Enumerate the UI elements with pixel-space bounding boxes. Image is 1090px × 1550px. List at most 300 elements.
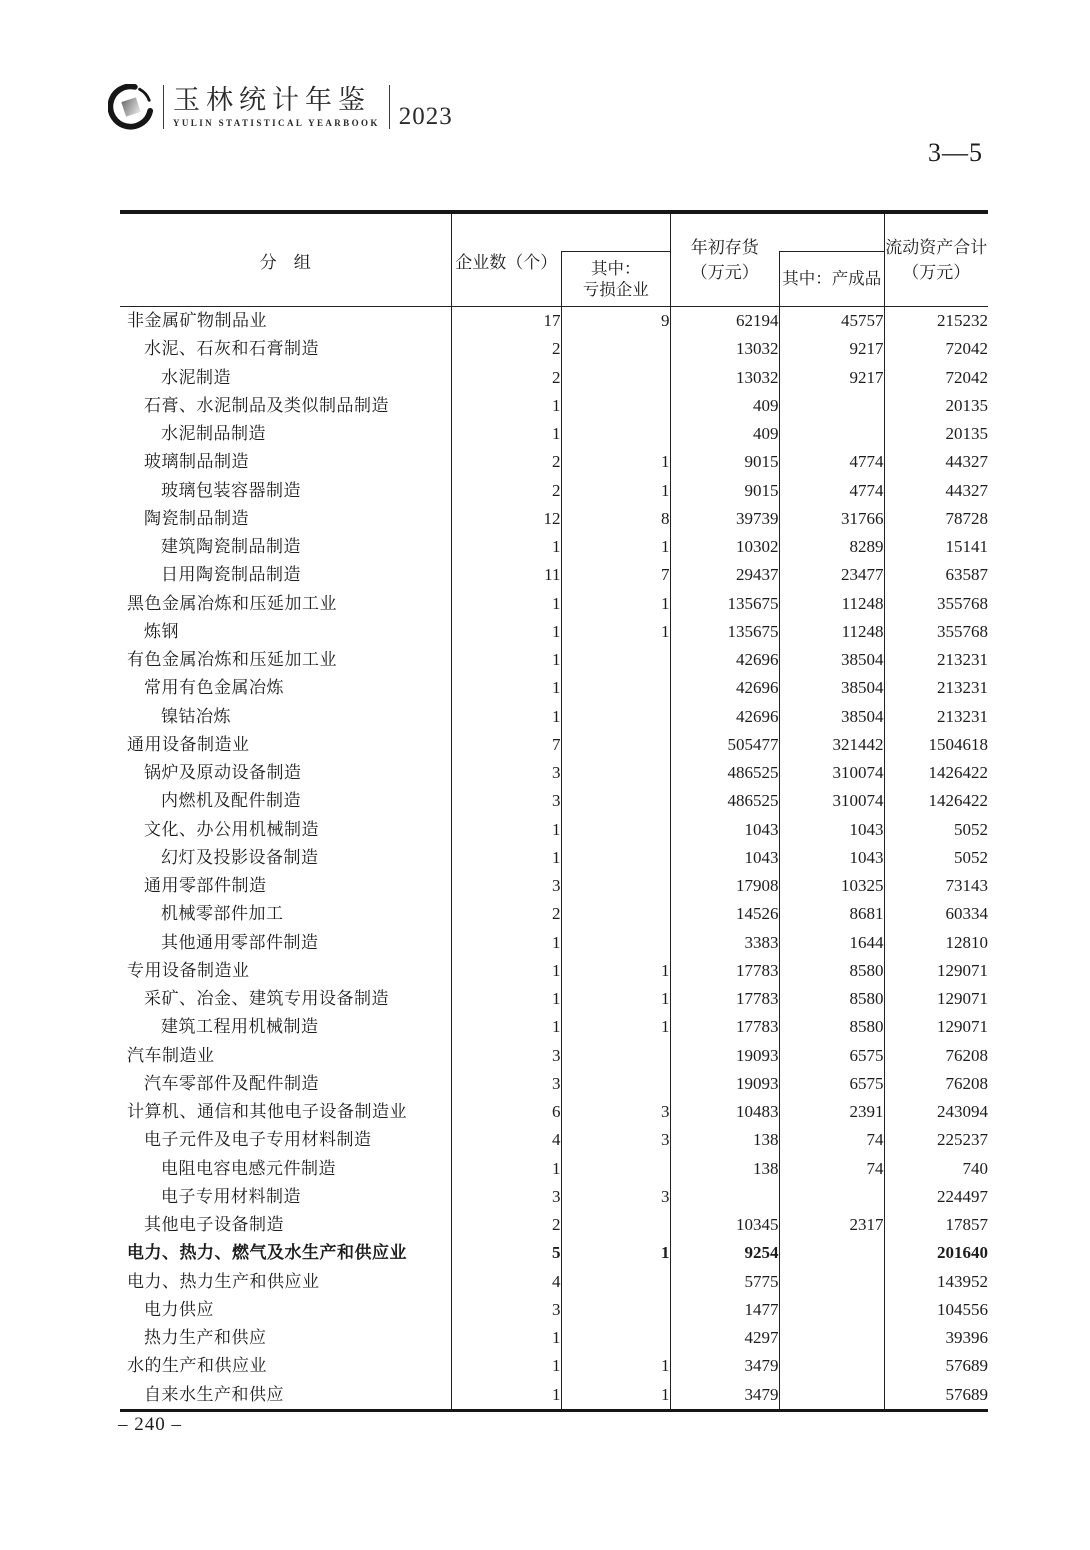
cell-current-assets: 20135 xyxy=(884,420,988,448)
col-header-inventory xyxy=(670,212,779,307)
row-label: 计算机、通信和其他电子设备制造业 xyxy=(127,1102,407,1121)
cell-enterprises: 12 xyxy=(451,505,561,533)
table-row xyxy=(120,1381,988,1411)
cell-loss-enterprises: 1 xyxy=(561,1239,670,1267)
cell-current-assets: 129071 xyxy=(884,985,988,1013)
cell-finished-products xyxy=(779,1183,884,1211)
cell-enterprises: 1 xyxy=(451,1013,561,1041)
cell-finished-products xyxy=(779,1268,884,1296)
row-label: 电阻电容电感元件制造 xyxy=(161,1158,336,1178)
cell-enterprises: 4 xyxy=(451,1126,561,1154)
cell-current-assets: 76208 xyxy=(884,1042,988,1070)
cell-inventory: 9015 xyxy=(670,477,779,505)
cell-loss-enterprises xyxy=(561,929,670,957)
cell-loss-enterprises xyxy=(561,335,670,363)
cell-finished-products: 45757 xyxy=(779,307,884,336)
cell-loss-enterprises: 1 xyxy=(561,590,670,618)
cell-finished-products xyxy=(779,1352,884,1380)
cell-finished-products: 8681 xyxy=(779,900,884,928)
row-label: 锅炉及原动设备制造 xyxy=(144,763,302,782)
table-row xyxy=(120,561,988,589)
cell-inventory: 17783 xyxy=(670,1013,779,1041)
row-label: 镍钴冶炼 xyxy=(161,706,231,726)
cell-finished-products xyxy=(779,1239,884,1267)
cell-enterprises: 17 xyxy=(451,307,561,336)
row-label: 建筑陶瓷制品制造 xyxy=(161,537,301,556)
cell-inventory: 486525 xyxy=(670,787,779,815)
cell-inventory: 1043 xyxy=(670,816,779,844)
cell-finished-products: 8289 xyxy=(779,533,884,561)
table-row xyxy=(120,787,988,815)
table-row xyxy=(120,844,988,872)
table-row xyxy=(120,307,988,336)
row-label: 专用设备制造业 xyxy=(127,960,250,980)
table-body xyxy=(120,307,988,1411)
row-label: 日用陶瓷制品制造 xyxy=(161,565,301,585)
table-row xyxy=(120,759,988,787)
cell-current-assets: 60334 xyxy=(884,900,988,928)
cell-finished-products xyxy=(779,420,884,448)
cell-inventory: 10302 xyxy=(670,533,779,561)
cell-loss-enterprises: 9 xyxy=(561,307,670,336)
table-row xyxy=(120,1296,988,1324)
cell-inventory: 14526 xyxy=(670,900,779,928)
table-row xyxy=(120,900,988,928)
cell-enterprises: 2 xyxy=(451,477,561,505)
cell-inventory: 1477 xyxy=(670,1296,779,1324)
table-row xyxy=(120,1155,988,1183)
table-row xyxy=(120,1013,988,1041)
cell-finished-products xyxy=(779,1381,884,1411)
cell-loss-enterprises xyxy=(561,1211,670,1239)
yearbook-header xyxy=(108,82,453,132)
cell-current-assets: 76208 xyxy=(884,1070,988,1098)
cell-current-assets: 57689 xyxy=(884,1381,988,1411)
table-row xyxy=(120,477,988,505)
row-label: 炼钢 xyxy=(144,621,179,641)
cell-loss-enterprises: 3 xyxy=(561,1126,670,1154)
cell-inventory: 138 xyxy=(670,1126,779,1154)
cell-finished-products: 4774 xyxy=(779,477,884,505)
cell-enterprises: 1 xyxy=(451,844,561,872)
row-label: 有色金属冶炼和压延加工业 xyxy=(127,650,337,669)
cell-inventory: 3479 xyxy=(670,1352,779,1380)
row-label: 陶瓷制品制造 xyxy=(144,508,249,528)
table-row xyxy=(120,1268,988,1296)
cell-enterprises: 1 xyxy=(451,929,561,957)
cell-loss-enterprises: 1 xyxy=(561,533,670,561)
cell-finished-products: 10325 xyxy=(779,872,884,900)
cell-finished-products: 310074 xyxy=(779,787,884,815)
cell-loss-enterprises: 8 xyxy=(561,505,670,533)
cell-loss-enterprises: 1 xyxy=(561,957,670,985)
cell-current-assets: 143952 xyxy=(884,1268,988,1296)
cell-current-assets: 5052 xyxy=(884,816,988,844)
cell-inventory: 42696 xyxy=(670,646,779,674)
cell-finished-products: 8580 xyxy=(779,1013,884,1041)
cell-current-assets: 213231 xyxy=(884,674,988,702)
table-row xyxy=(120,985,988,1013)
brand-titles xyxy=(173,86,380,129)
cell-finished-products: 2317 xyxy=(779,1211,884,1239)
table-row xyxy=(120,703,988,731)
cell-loss-enterprises: 1 xyxy=(561,448,670,476)
cell-finished-products: 1043 xyxy=(779,844,884,872)
cell-finished-products: 4774 xyxy=(779,448,884,476)
row-label: 电子元件及电子专用材料制造 xyxy=(144,1130,372,1150)
cell-finished-products: 38504 xyxy=(779,703,884,731)
cell-loss-enterprises xyxy=(561,1296,670,1324)
brand-divider xyxy=(389,85,390,129)
row-label: 文化、办公用机械制造 xyxy=(144,819,319,839)
cell-enterprises: 1 xyxy=(451,533,561,561)
cell-loss-enterprises: 1 xyxy=(561,1352,670,1380)
assets-header-line2: （万元） xyxy=(902,263,971,282)
col-header-enterprises xyxy=(451,212,561,307)
table-row xyxy=(120,392,988,420)
cell-loss-enterprises xyxy=(561,646,670,674)
table-row xyxy=(120,872,988,900)
cell-inventory: 19093 xyxy=(670,1070,779,1098)
table-row xyxy=(120,335,988,363)
cell-loss-enterprises xyxy=(561,1042,670,1070)
table-row xyxy=(120,816,988,844)
row-label: 电力、热力、燃气及水生产和供应业 xyxy=(127,1243,407,1263)
row-label: 水泥制品制造 xyxy=(161,424,266,443)
row-label: 内燃机及配件制造 xyxy=(161,791,301,811)
cell-inventory: 3383 xyxy=(670,929,779,957)
row-label: 热力生产和供应 xyxy=(144,1328,267,1347)
cell-enterprises: 3 xyxy=(451,872,561,900)
cell-finished-products: 11248 xyxy=(779,590,884,618)
cell-current-assets: 73143 xyxy=(884,872,988,900)
cell-loss-enterprises xyxy=(561,1268,670,1296)
cell-enterprises: 3 xyxy=(451,1183,561,1211)
cell-current-assets: 1504618 xyxy=(884,731,988,759)
cell-finished-products: 31766 xyxy=(779,505,884,533)
cell-enterprises: 1 xyxy=(451,674,561,702)
table-row xyxy=(120,929,988,957)
cell-enterprises: 1 xyxy=(451,646,561,674)
col-header-current-assets xyxy=(884,212,988,307)
cell-finished-products: 2391 xyxy=(779,1098,884,1126)
cell-inventory: 10483 xyxy=(670,1098,779,1126)
cell-enterprises: 1 xyxy=(451,985,561,1013)
cell-enterprises: 1 xyxy=(451,1155,561,1183)
finished-subheader-label: 其中：产成品 xyxy=(782,269,882,289)
cell-inventory: 17783 xyxy=(670,957,779,985)
cell-inventory: 9254 xyxy=(670,1239,779,1267)
table-row xyxy=(120,646,988,674)
cell-loss-enterprises xyxy=(561,364,670,392)
cell-inventory: 135675 xyxy=(670,590,779,618)
cell-finished-products: 38504 xyxy=(779,674,884,702)
cell-current-assets: 1426422 xyxy=(884,787,988,815)
cell-inventory: 3479 xyxy=(670,1381,779,1411)
cell-enterprises: 2 xyxy=(451,448,561,476)
cell-current-assets: 213231 xyxy=(884,646,988,674)
row-label: 机械零部件加工 xyxy=(161,904,284,924)
cell-inventory xyxy=(670,1183,779,1211)
cell-enterprises: 1 xyxy=(451,1324,561,1352)
cell-current-assets: 215232 xyxy=(884,307,988,336)
cell-enterprises: 1 xyxy=(451,1352,561,1380)
cell-loss-enterprises xyxy=(561,703,670,731)
row-label: 通用零部件制造 xyxy=(144,876,267,895)
cell-current-assets: 1426422 xyxy=(884,759,988,787)
table-row xyxy=(120,1239,988,1267)
cell-loss-enterprises xyxy=(561,1324,670,1352)
table-row xyxy=(120,1070,988,1098)
cell-finished-products: 1644 xyxy=(779,929,884,957)
cell-inventory: 19093 xyxy=(670,1042,779,1070)
cell-inventory: 13032 xyxy=(670,364,779,392)
cell-finished-products: 11248 xyxy=(779,618,884,646)
row-label: 电力、热力生产和供应业 xyxy=(127,1271,320,1291)
cell-finished-products: 8580 xyxy=(779,957,884,985)
row-label: 自来水生产和供应 xyxy=(144,1384,284,1404)
cell-loss-enterprises xyxy=(561,759,670,787)
table-row xyxy=(120,1098,988,1126)
cell-inventory: 135675 xyxy=(670,618,779,646)
cell-finished-products: 1043 xyxy=(779,816,884,844)
table-row xyxy=(120,618,988,646)
cell-enterprises: 2 xyxy=(451,364,561,392)
cell-loss-enterprises: 1 xyxy=(561,618,670,646)
row-label: 玻璃包装容器制造 xyxy=(161,480,301,500)
cell-enterprises: 2 xyxy=(451,335,561,363)
row-label: 水泥制造 xyxy=(161,367,231,387)
yearbook-title-cn: 玉林统计年鉴 xyxy=(173,84,371,115)
inventory-header-line2: （万元） xyxy=(690,263,759,282)
cell-enterprises: 5 xyxy=(451,1239,561,1267)
cell-current-assets: 129071 xyxy=(884,1013,988,1041)
cell-enterprises: 2 xyxy=(451,900,561,928)
cell-current-assets: 15141 xyxy=(884,533,988,561)
table-row xyxy=(120,1352,988,1380)
cell-loss-enterprises xyxy=(561,420,670,448)
cell-inventory: 409 xyxy=(670,420,779,448)
cell-loss-enterprises xyxy=(561,1070,670,1098)
cell-inventory: 17783 xyxy=(670,985,779,1013)
cell-finished-products xyxy=(779,392,884,420)
cell-inventory: 62194 xyxy=(670,307,779,336)
table-row xyxy=(120,448,988,476)
table-row xyxy=(120,957,988,985)
cell-enterprises: 3 xyxy=(451,759,561,787)
cell-current-assets: 78728 xyxy=(884,505,988,533)
col-header-loss-sub xyxy=(561,212,670,307)
cell-enterprises: 3 xyxy=(451,1070,561,1098)
cell-loss-enterprises: 1 xyxy=(561,1013,670,1041)
cell-current-assets: 63587 xyxy=(884,561,988,589)
yearbook-year: 2023 xyxy=(398,103,453,130)
yearbook-logo-icon xyxy=(108,84,154,130)
cell-inventory: 42696 xyxy=(670,703,779,731)
table-number: 3—5 xyxy=(928,138,983,167)
cell-loss-enterprises xyxy=(561,1155,670,1183)
cell-enterprises: 1 xyxy=(451,703,561,731)
cell-current-assets: 72042 xyxy=(884,335,988,363)
cell-current-assets: 20135 xyxy=(884,392,988,420)
row-label: 采矿、冶金、建筑专用设备制造 xyxy=(144,989,389,1008)
assets-header-line1: 流动资产合计 xyxy=(885,237,988,257)
cell-current-assets: 57689 xyxy=(884,1352,988,1380)
brand-divider xyxy=(163,85,164,129)
row-label: 黑色金属冶炼和压延加工业 xyxy=(127,593,337,613)
loss-subheader-line1: 其中： xyxy=(591,258,641,278)
cell-inventory: 5775 xyxy=(670,1268,779,1296)
cell-loss-enterprises xyxy=(561,844,670,872)
cell-finished-products: 310074 xyxy=(779,759,884,787)
cell-current-assets: 72042 xyxy=(884,364,988,392)
cell-current-assets: 225237 xyxy=(884,1126,988,1154)
cell-finished-products: 74 xyxy=(779,1126,884,1154)
cell-loss-enterprises xyxy=(561,787,670,815)
cell-current-assets: 12810 xyxy=(884,929,988,957)
cell-enterprises: 4 xyxy=(451,1268,561,1296)
row-label: 非金属矿物制品业 xyxy=(127,311,267,330)
cell-loss-enterprises xyxy=(561,872,670,900)
cell-inventory: 10345 xyxy=(670,1211,779,1239)
cell-loss-enterprises xyxy=(561,731,670,759)
col-header-finished-sub xyxy=(779,212,884,307)
row-label: 水泥、石灰和石膏制造 xyxy=(144,339,319,359)
row-label: 玻璃制品制造 xyxy=(144,452,249,472)
cell-finished-products: 38504 xyxy=(779,646,884,674)
cell-inventory: 39739 xyxy=(670,505,779,533)
table-row xyxy=(120,364,988,392)
col-header-group-label: 分 组 xyxy=(259,252,311,272)
cell-current-assets: 129071 xyxy=(884,957,988,985)
cell-loss-enterprises: 3 xyxy=(561,1098,670,1126)
cell-enterprises: 1 xyxy=(451,590,561,618)
cell-inventory: 4297 xyxy=(670,1324,779,1352)
cell-current-assets: 44327 xyxy=(884,477,988,505)
cell-inventory: 1043 xyxy=(670,844,779,872)
row-label: 常用有色金属冶炼 xyxy=(144,678,284,698)
cell-inventory: 486525 xyxy=(670,759,779,787)
row-label: 电力供应 xyxy=(144,1299,214,1319)
row-label: 幻灯及投影设备制造 xyxy=(161,847,319,867)
stats-table xyxy=(120,210,988,1412)
cell-finished-products: 6575 xyxy=(779,1042,884,1070)
cell-loss-enterprises: 1 xyxy=(561,1381,670,1411)
cell-inventory: 9015 xyxy=(670,448,779,476)
cell-current-assets: 224497 xyxy=(884,1183,988,1211)
cell-current-assets: 44327 xyxy=(884,448,988,476)
table-row xyxy=(120,674,988,702)
cell-finished-products: 6575 xyxy=(779,1070,884,1098)
cell-finished-products: 9217 xyxy=(779,364,884,392)
loss-subheader-box xyxy=(561,251,670,306)
cell-finished-products: 8580 xyxy=(779,985,884,1013)
cell-current-assets: 39396 xyxy=(884,1324,988,1352)
yearbook-title-en: YULIN STATISTICAL YEARBOOK xyxy=(173,118,380,129)
cell-enterprises: 1 xyxy=(451,1381,561,1411)
row-label: 电子专用材料制造 xyxy=(161,1186,301,1206)
cell-current-assets: 5052 xyxy=(884,844,988,872)
cell-enterprises: 7 xyxy=(451,731,561,759)
cell-enterprises: 1 xyxy=(451,392,561,420)
row-label: 汽车零部件及配件制造 xyxy=(144,1073,319,1093)
cell-current-assets: 355768 xyxy=(884,590,988,618)
table-row xyxy=(120,1042,988,1070)
cell-loss-enterprises: 3 xyxy=(561,1183,670,1211)
cell-finished-products xyxy=(779,1296,884,1324)
page-number: – 240 – xyxy=(118,1414,182,1435)
cell-current-assets: 740 xyxy=(884,1155,988,1183)
cell-enterprises: 3 xyxy=(451,1296,561,1324)
row-label: 水的生产和供应业 xyxy=(127,1356,267,1376)
cell-loss-enterprises xyxy=(561,900,670,928)
cell-inventory: 17908 xyxy=(670,872,779,900)
row-label: 石膏、水泥制品及类似制品制造 xyxy=(144,395,389,415)
cell-finished-products: 23477 xyxy=(779,561,884,589)
col-header-enterprises-label: 企业数（个） xyxy=(455,252,558,272)
cell-enterprises: 1 xyxy=(451,816,561,844)
cell-enterprises: 6 xyxy=(451,1098,561,1126)
table-row xyxy=(120,1211,988,1239)
table-row xyxy=(120,1324,988,1352)
cell-enterprises: 1 xyxy=(451,420,561,448)
table-row xyxy=(120,590,988,618)
cell-current-assets: 243094 xyxy=(884,1098,988,1126)
cell-finished-products: 9217 xyxy=(779,335,884,363)
table-row xyxy=(120,533,988,561)
cell-current-assets: 201640 xyxy=(884,1239,988,1267)
cell-inventory: 138 xyxy=(670,1155,779,1183)
cell-current-assets: 355768 xyxy=(884,618,988,646)
cell-finished-products: 74 xyxy=(779,1155,884,1183)
cell-loss-enterprises: 1 xyxy=(561,985,670,1013)
cell-finished-products xyxy=(779,1324,884,1352)
table-row xyxy=(120,1183,988,1211)
inventory-header-line1: 年初存货 xyxy=(690,237,759,257)
cell-enterprises: 2 xyxy=(451,1211,561,1239)
cell-current-assets: 213231 xyxy=(884,703,988,731)
row-label: 其他电子设备制造 xyxy=(144,1215,284,1234)
cell-loss-enterprises xyxy=(561,674,670,702)
cell-current-assets: 17857 xyxy=(884,1211,988,1239)
row-label: 其他通用零部件制造 xyxy=(161,932,319,952)
stats-table-wrapper xyxy=(120,210,988,1412)
table-row xyxy=(120,505,988,533)
cell-loss-enterprises: 1 xyxy=(561,477,670,505)
cell-current-assets: 104556 xyxy=(884,1296,988,1324)
table-header xyxy=(120,212,988,307)
cell-enterprises: 1 xyxy=(451,957,561,985)
finished-subheader-box xyxy=(779,251,884,306)
cell-inventory: 409 xyxy=(670,392,779,420)
cell-inventory: 13032 xyxy=(670,335,779,363)
cell-loss-enterprises xyxy=(561,816,670,844)
table-row xyxy=(120,1126,988,1154)
col-header-group xyxy=(120,212,451,307)
cell-enterprises: 3 xyxy=(451,787,561,815)
row-label: 通用设备制造业 xyxy=(127,734,250,754)
cell-finished-products: 321442 xyxy=(779,731,884,759)
cell-enterprises: 3 xyxy=(451,1042,561,1070)
cell-enterprises: 11 xyxy=(451,561,561,589)
row-label: 建筑工程用机械制造 xyxy=(161,1017,319,1037)
table-row xyxy=(120,420,988,448)
cell-loss-enterprises: 7 xyxy=(561,561,670,589)
cell-loss-enterprises xyxy=(561,392,670,420)
cell-inventory: 42696 xyxy=(670,674,779,702)
cell-inventory: 29437 xyxy=(670,561,779,589)
loss-subheader-line2: 亏损企业 xyxy=(582,280,649,299)
